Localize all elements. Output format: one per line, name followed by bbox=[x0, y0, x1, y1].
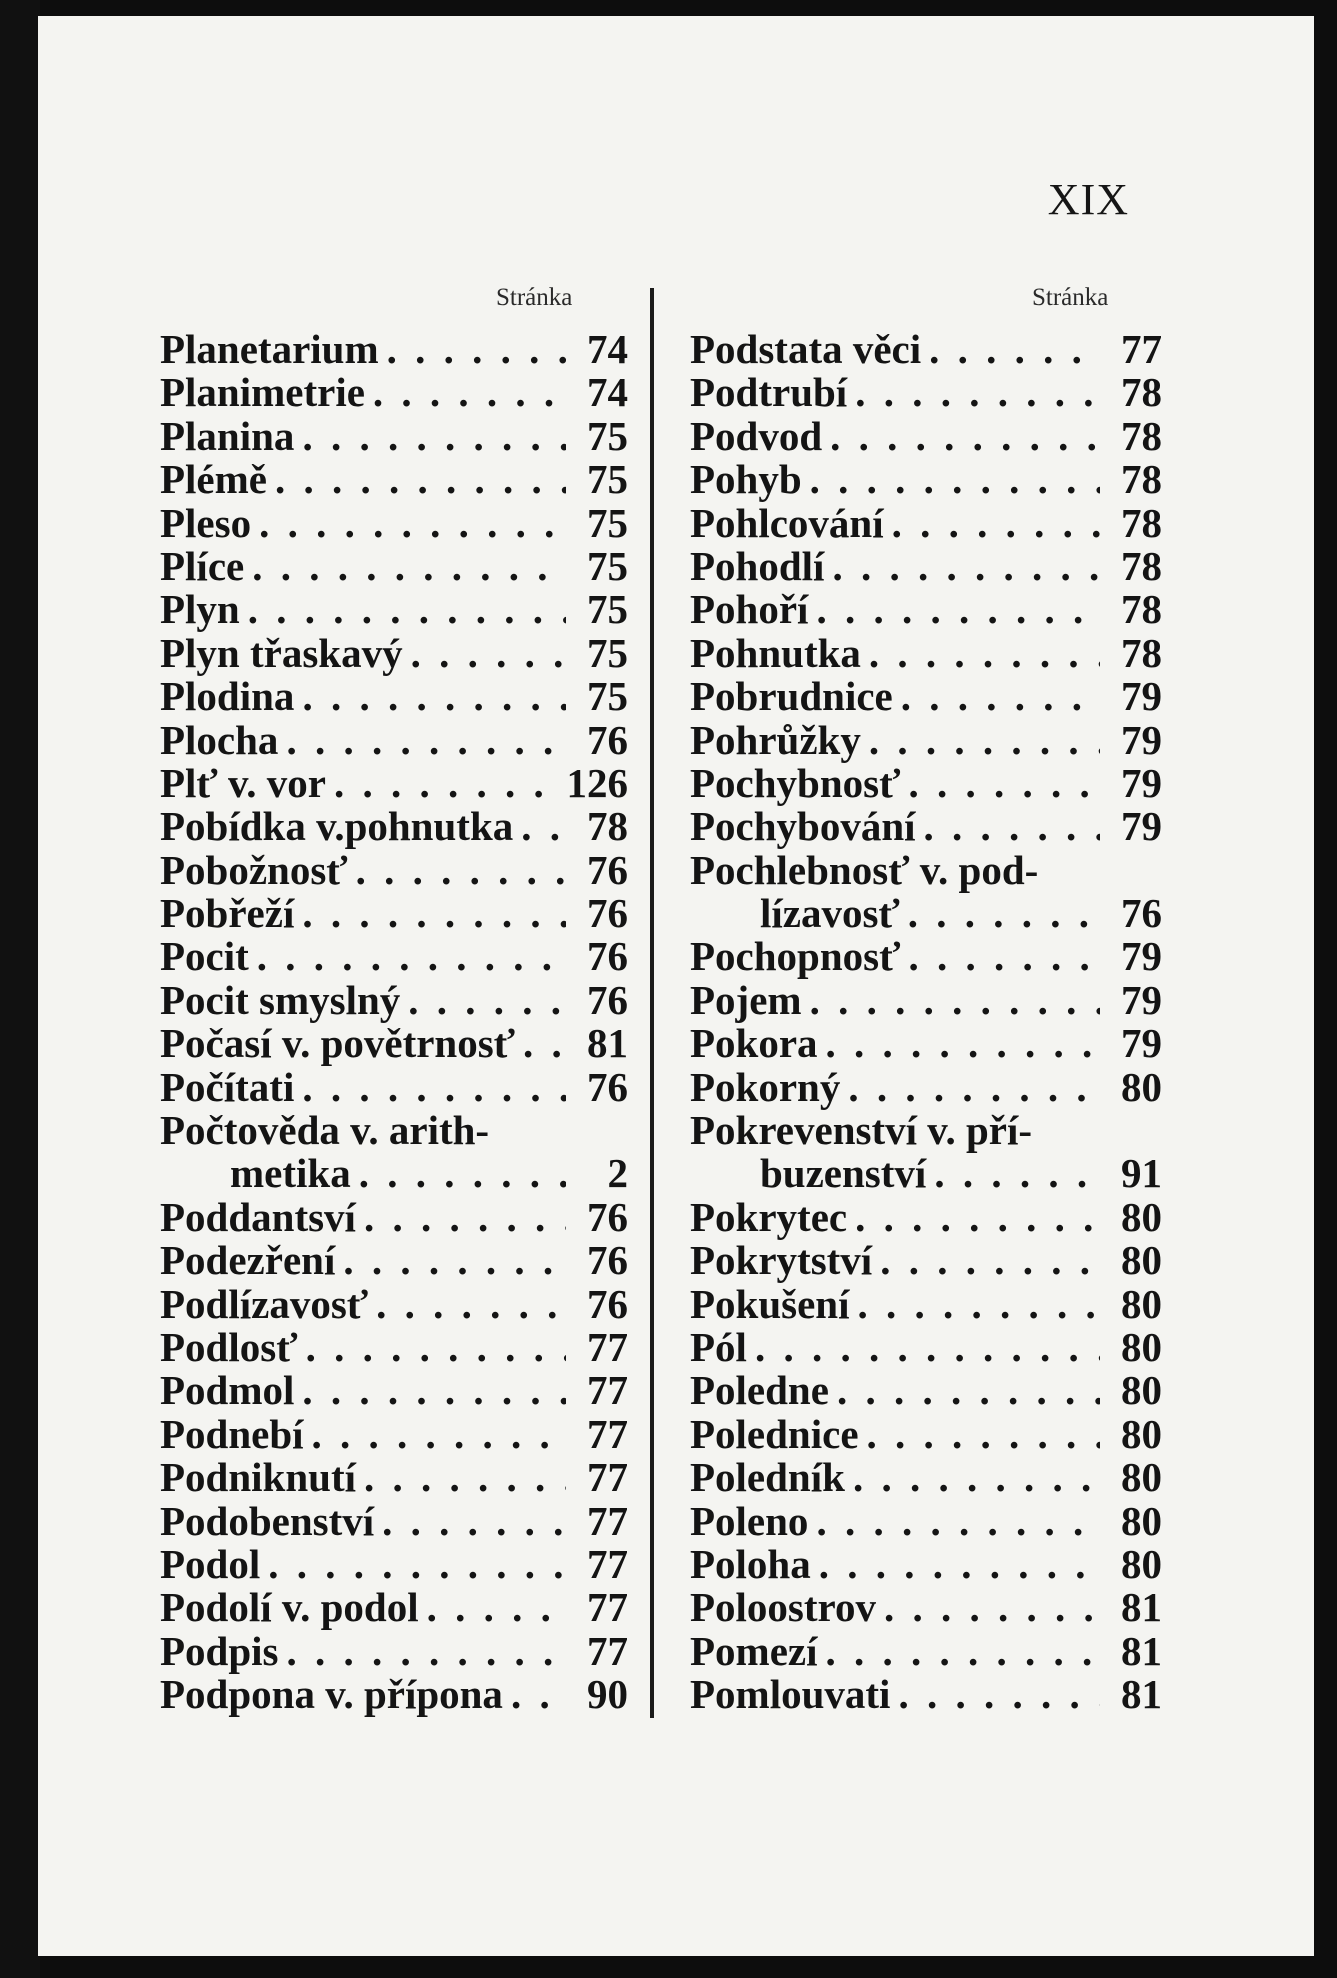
entry-page-number: 76 bbox=[587, 1237, 628, 1284]
entry-term: Pochlebnosť v. pod- bbox=[690, 846, 1039, 893]
index-entry bbox=[160, 1540, 628, 1587]
right-column-header: Stránka bbox=[1032, 284, 1109, 311]
leader-dots bbox=[824, 545, 1100, 588]
index-entry bbox=[690, 1369, 1162, 1412]
entry-term: Podvod bbox=[690, 412, 823, 459]
index-entry bbox=[160, 892, 628, 935]
entry-page-number: 74 bbox=[587, 326, 628, 372]
entry-page-number: 76 bbox=[587, 1193, 628, 1240]
index-entry bbox=[690, 892, 1162, 935]
entry-page-number: 78 bbox=[1121, 629, 1162, 676]
leader-dots bbox=[278, 719, 566, 762]
entry-page-number: 79 bbox=[1121, 803, 1162, 850]
entry-term: Pochopnosť bbox=[690, 933, 901, 980]
index-entry bbox=[690, 1109, 1162, 1152]
entry-term: Pól bbox=[690, 1323, 747, 1370]
entry-page-number: 75 bbox=[587, 586, 628, 633]
entry-term: Plocha bbox=[160, 716, 279, 763]
index-entry bbox=[160, 675, 628, 718]
index-entry bbox=[160, 976, 628, 1023]
index-entry bbox=[690, 1193, 1162, 1240]
entry-term: Pokušení bbox=[690, 1280, 850, 1327]
index-entry bbox=[160, 716, 628, 763]
index-entry bbox=[160, 759, 628, 806]
entry-page-number: 75 bbox=[587, 412, 628, 459]
index-entry bbox=[690, 1673, 1162, 1716]
leader-dots bbox=[240, 588, 566, 631]
index-entry bbox=[160, 1627, 628, 1674]
index-entry bbox=[690, 1022, 1162, 1065]
leader-dots bbox=[822, 415, 1100, 458]
entry-page-number: 80 bbox=[1121, 1540, 1162, 1587]
leader-dots bbox=[817, 1630, 1100, 1673]
entry-term: Pobřeží bbox=[160, 890, 295, 937]
entry-term: Poledne bbox=[690, 1367, 829, 1414]
entry-term: Pohlcování bbox=[690, 499, 884, 546]
entry-term: buzenství bbox=[760, 1150, 927, 1197]
entry-page-number: 80 bbox=[1121, 1280, 1162, 1327]
leader-dots bbox=[921, 328, 1100, 371]
entry-page-number: 77 bbox=[587, 1627, 628, 1674]
entry-page-number: 81 bbox=[1121, 1627, 1162, 1674]
entry-term: lízavosť bbox=[760, 890, 900, 937]
leader-dots bbox=[859, 1413, 1100, 1456]
index-entry bbox=[690, 1063, 1162, 1110]
book-page bbox=[38, 16, 1314, 1956]
index-entry bbox=[160, 412, 628, 459]
index-entry bbox=[160, 1022, 628, 1065]
left-index-column bbox=[160, 328, 628, 1717]
index-entry bbox=[160, 1456, 628, 1499]
leader-dots bbox=[267, 458, 566, 501]
entry-page-number: 80 bbox=[1121, 1063, 1162, 1110]
entry-term: Podstata věci bbox=[690, 326, 922, 372]
entry-page-number: 75 bbox=[587, 673, 628, 720]
index-entry bbox=[160, 1673, 628, 1716]
entry-term: Počtověda v. arith- bbox=[160, 1107, 490, 1154]
index-entry bbox=[690, 846, 1162, 893]
entry-page-number: 80 bbox=[1121, 1454, 1162, 1501]
index-entry bbox=[690, 1239, 1162, 1282]
leader-dots bbox=[294, 415, 566, 458]
index-entry bbox=[160, 1497, 628, 1544]
leader-dots bbox=[872, 1239, 1100, 1282]
leader-dots bbox=[850, 1283, 1101, 1326]
entry-page-number: 78 bbox=[587, 803, 628, 850]
index-entry bbox=[690, 805, 1162, 848]
entry-page-number: 2 bbox=[607, 1150, 628, 1197]
leader-dots bbox=[802, 458, 1100, 501]
leader-dots bbox=[900, 762, 1100, 805]
index-entry bbox=[160, 1410, 628, 1457]
entry-page-number: 78 bbox=[1121, 369, 1162, 416]
entry-term: Podolí v. podol bbox=[160, 1584, 419, 1631]
index-entry bbox=[690, 759, 1162, 806]
entry-term: Pohodlí bbox=[690, 542, 825, 589]
entry-term: Pobrudnice bbox=[690, 673, 893, 720]
leader-dots bbox=[348, 849, 566, 892]
entry-page-number: 81 bbox=[1121, 1671, 1162, 1718]
leader-dots bbox=[900, 935, 1100, 978]
leader-dots bbox=[356, 1456, 566, 1499]
leader-dots bbox=[251, 502, 566, 545]
leader-dots bbox=[926, 1152, 1100, 1195]
entry-term: Podlízavosť bbox=[160, 1280, 369, 1327]
index-entry bbox=[690, 412, 1162, 459]
entry-term: Pohnutka bbox=[690, 629, 861, 676]
leader-dots bbox=[747, 1326, 1100, 1369]
leader-dots bbox=[260, 1543, 566, 1586]
index-entry bbox=[690, 1280, 1162, 1327]
entry-page-number: 79 bbox=[1121, 976, 1162, 1023]
leader-dots bbox=[244, 545, 566, 588]
index-entry bbox=[160, 1063, 628, 1110]
index-entry bbox=[160, 371, 628, 414]
index-entry bbox=[690, 499, 1162, 546]
leader-dots bbox=[829, 1369, 1100, 1412]
leader-dots bbox=[890, 1673, 1100, 1716]
index-entry bbox=[160, 1323, 628, 1370]
index-entry bbox=[160, 935, 628, 978]
entry-term: Pobožnosť bbox=[160, 846, 348, 893]
entry-page-number: 75 bbox=[587, 542, 628, 589]
entry-term: Podol bbox=[160, 1540, 261, 1587]
leader-dots bbox=[400, 979, 566, 1022]
index-entry bbox=[690, 1497, 1162, 1544]
index-entry bbox=[160, 846, 628, 893]
entry-term: Polednice bbox=[690, 1410, 859, 1457]
entry-term: Pocit bbox=[160, 933, 249, 980]
leader-dots bbox=[808, 1500, 1100, 1543]
leader-dots bbox=[884, 502, 1100, 545]
entry-page-number: 77 bbox=[1121, 326, 1162, 372]
leader-dots bbox=[304, 1413, 566, 1456]
entry-term: Pochybování bbox=[690, 803, 916, 850]
book-spine bbox=[0, 0, 40, 1978]
entry-page-number: 78 bbox=[1121, 586, 1162, 633]
leader-dots bbox=[374, 1500, 566, 1543]
entry-page-number: 77 bbox=[587, 1323, 628, 1370]
right-index-column bbox=[690, 328, 1162, 1717]
entry-page-number: 79 bbox=[1121, 716, 1162, 763]
entry-page-number: 126 bbox=[566, 759, 628, 806]
leader-dots bbox=[861, 719, 1100, 762]
entry-term: Plíce bbox=[160, 542, 245, 589]
entry-page-number: 75 bbox=[587, 629, 628, 676]
entry-term: Pochybnosť bbox=[690, 759, 901, 806]
entry-term: Poleno bbox=[690, 1497, 809, 1544]
leader-dots bbox=[298, 1326, 566, 1369]
page-number: XIX bbox=[1047, 175, 1129, 224]
column-divider bbox=[650, 288, 654, 1718]
entry-page-number: 78 bbox=[1121, 412, 1162, 459]
leader-dots bbox=[294, 1066, 566, 1109]
entry-page-number: 74 bbox=[587, 369, 628, 416]
entry-term: Podtrubí bbox=[690, 369, 848, 416]
leader-dots bbox=[900, 892, 1100, 935]
entry-term: Poloostrov bbox=[690, 1584, 877, 1631]
leader-dots bbox=[840, 1066, 1100, 1109]
leader-dots bbox=[503, 1673, 566, 1716]
entry-page-number: 79 bbox=[1121, 1020, 1162, 1067]
index-entry bbox=[160, 1152, 628, 1195]
entry-term: Plyn bbox=[160, 586, 240, 633]
entry-term: Podobenství bbox=[160, 1497, 375, 1544]
index-entry bbox=[690, 1323, 1162, 1370]
leader-dots bbox=[861, 632, 1100, 675]
leader-dots bbox=[893, 675, 1100, 718]
entry-page-number: 80 bbox=[1121, 1237, 1162, 1284]
entry-term: Poddantsví bbox=[160, 1193, 356, 1240]
entry-term: Pokorný bbox=[690, 1063, 841, 1110]
entry-term: Pokrytec bbox=[690, 1193, 848, 1240]
index-entry bbox=[160, 588, 628, 631]
index-entry bbox=[160, 328, 628, 371]
entry-page-number: 77 bbox=[587, 1540, 628, 1587]
index-entry bbox=[690, 542, 1162, 589]
leader-dots bbox=[847, 371, 1100, 414]
leader-dots bbox=[335, 1239, 566, 1282]
index-entry bbox=[160, 1109, 628, 1152]
index-entry bbox=[690, 1627, 1162, 1674]
index-entry bbox=[160, 629, 628, 676]
entry-page-number: 78 bbox=[1121, 456, 1162, 503]
leader-dots bbox=[279, 1630, 567, 1673]
entry-page-number: 75 bbox=[587, 456, 628, 503]
index-entry bbox=[690, 1540, 1162, 1587]
entry-term: Plyn třaskavý bbox=[160, 629, 403, 676]
entry-page-number: 77 bbox=[587, 1497, 628, 1544]
index-entry bbox=[690, 458, 1162, 501]
leader-dots bbox=[802, 979, 1100, 1022]
entry-page-number: 75 bbox=[587, 499, 628, 546]
leader-dots bbox=[294, 1369, 566, 1412]
index-entry bbox=[160, 1193, 628, 1240]
index-entry bbox=[690, 1456, 1162, 1499]
index-entry bbox=[160, 499, 628, 546]
entry-page-number: 76 bbox=[1121, 890, 1162, 937]
leader-dots bbox=[513, 805, 566, 848]
leader-dots bbox=[379, 328, 566, 371]
index-entry bbox=[160, 542, 628, 589]
left-column-header: Stránka bbox=[496, 284, 573, 311]
entry-term: Pokora bbox=[690, 1020, 818, 1067]
entry-page-number: 76 bbox=[587, 933, 628, 980]
entry-term: Planimetrie bbox=[160, 369, 365, 416]
index-entry bbox=[690, 935, 1162, 978]
leader-dots bbox=[249, 935, 566, 978]
index-entry bbox=[690, 976, 1162, 1023]
index-entry bbox=[160, 1369, 628, 1412]
entry-term: Podlosť bbox=[160, 1323, 298, 1370]
index-entry bbox=[160, 1586, 628, 1629]
entry-page-number: 90 bbox=[587, 1671, 628, 1718]
entry-page-number: 79 bbox=[1121, 759, 1162, 806]
entry-page-number: 80 bbox=[1121, 1410, 1162, 1457]
leader-dots bbox=[365, 371, 566, 414]
entry-page-number: 77 bbox=[587, 1584, 628, 1631]
leader-dots bbox=[419, 1586, 566, 1629]
entry-term: Plodina bbox=[160, 673, 295, 720]
entry-page-number: 80 bbox=[1121, 1367, 1162, 1414]
entry-term: Podezření bbox=[160, 1237, 336, 1284]
entry-term: Plémě bbox=[160, 456, 267, 503]
entry-page-number: 76 bbox=[587, 1280, 628, 1327]
index-entry bbox=[690, 328, 1162, 371]
leader-dots bbox=[916, 805, 1100, 848]
leader-dots bbox=[356, 1196, 566, 1239]
leader-dots bbox=[808, 588, 1100, 631]
index-entry bbox=[160, 1239, 628, 1282]
entry-term: Pomlouvati bbox=[690, 1671, 891, 1718]
entry-term: Pohyb bbox=[690, 456, 802, 503]
leader-dots bbox=[326, 762, 561, 805]
entry-page-number: 78 bbox=[1121, 499, 1162, 546]
leader-dots bbox=[368, 1283, 566, 1326]
entry-term: Poloha bbox=[690, 1540, 811, 1587]
entry-page-number: 79 bbox=[1121, 933, 1162, 980]
entry-term: Pobídka v.pohnutka bbox=[160, 803, 514, 850]
entry-page-number: 77 bbox=[587, 1410, 628, 1457]
entry-page-number: 76 bbox=[587, 716, 628, 763]
leader-dots bbox=[351, 1152, 566, 1195]
entry-term: Pomezí bbox=[690, 1627, 818, 1674]
entry-term: Pokrytství bbox=[690, 1237, 873, 1284]
leader-dots bbox=[847, 1196, 1100, 1239]
entry-term: Pojem bbox=[690, 976, 802, 1023]
entry-term: Planina bbox=[160, 412, 295, 459]
index-entry bbox=[160, 1280, 628, 1327]
entry-term: Pokrevenství v. pří- bbox=[690, 1107, 1033, 1154]
index-entry bbox=[160, 805, 628, 848]
entry-term: Podniknutí bbox=[160, 1454, 356, 1501]
entry-page-number: 81 bbox=[1121, 1584, 1162, 1631]
entry-page-number: 76 bbox=[587, 976, 628, 1023]
entry-page-number: 78 bbox=[1121, 542, 1162, 589]
entry-term: Planetarium bbox=[160, 326, 379, 372]
index-entry bbox=[690, 675, 1162, 718]
entry-page-number: 80 bbox=[1121, 1497, 1162, 1544]
leader-dots bbox=[515, 1022, 566, 1065]
index-entry bbox=[690, 1586, 1162, 1629]
entry-term: Pocit smyslný bbox=[160, 976, 401, 1023]
entry-page-number: 77 bbox=[587, 1454, 628, 1501]
entry-term: Podpona v. přípona bbox=[160, 1671, 503, 1718]
index-entry bbox=[690, 1152, 1162, 1195]
index-entry bbox=[690, 1410, 1162, 1457]
entry-term: Počasí v. povětrnosť bbox=[160, 1020, 516, 1067]
entry-page-number: 80 bbox=[1121, 1193, 1162, 1240]
leader-dots bbox=[811, 1543, 1100, 1586]
entry-term: Plť v. vor bbox=[160, 759, 326, 806]
entry-term: Podnebí bbox=[160, 1410, 304, 1457]
entry-page-number: 81 bbox=[587, 1020, 628, 1067]
index-entry bbox=[160, 458, 628, 501]
entry-term: Podpis bbox=[160, 1627, 279, 1674]
leader-dots bbox=[294, 892, 566, 935]
leader-dots bbox=[403, 632, 566, 675]
leader-dots bbox=[876, 1586, 1100, 1629]
index-entry bbox=[690, 629, 1162, 676]
entry-page-number: 77 bbox=[587, 1367, 628, 1414]
leader-dots bbox=[845, 1456, 1100, 1499]
entry-term: metika bbox=[230, 1150, 351, 1197]
entry-page-number: 76 bbox=[587, 846, 628, 893]
entry-term: Podmol bbox=[160, 1367, 295, 1414]
leader-dots bbox=[294, 675, 566, 718]
entry-page-number: 79 bbox=[1121, 673, 1162, 720]
index-entry bbox=[690, 588, 1162, 631]
entry-term: Počítati bbox=[160, 1063, 295, 1110]
entry-term: Pohoří bbox=[690, 586, 809, 633]
entry-page-number: 76 bbox=[587, 1063, 628, 1110]
entry-page-number: 80 bbox=[1121, 1323, 1162, 1370]
entry-page-number: 76 bbox=[587, 890, 628, 937]
leader-dots bbox=[818, 1022, 1100, 1065]
index-entry bbox=[690, 716, 1162, 763]
entry-page-number: 91 bbox=[1121, 1150, 1162, 1197]
entry-term: Pleso bbox=[160, 499, 252, 546]
entry-term: Pohrůžky bbox=[690, 716, 861, 763]
entry-term: Poledník bbox=[690, 1454, 845, 1501]
index-entry bbox=[690, 371, 1162, 414]
